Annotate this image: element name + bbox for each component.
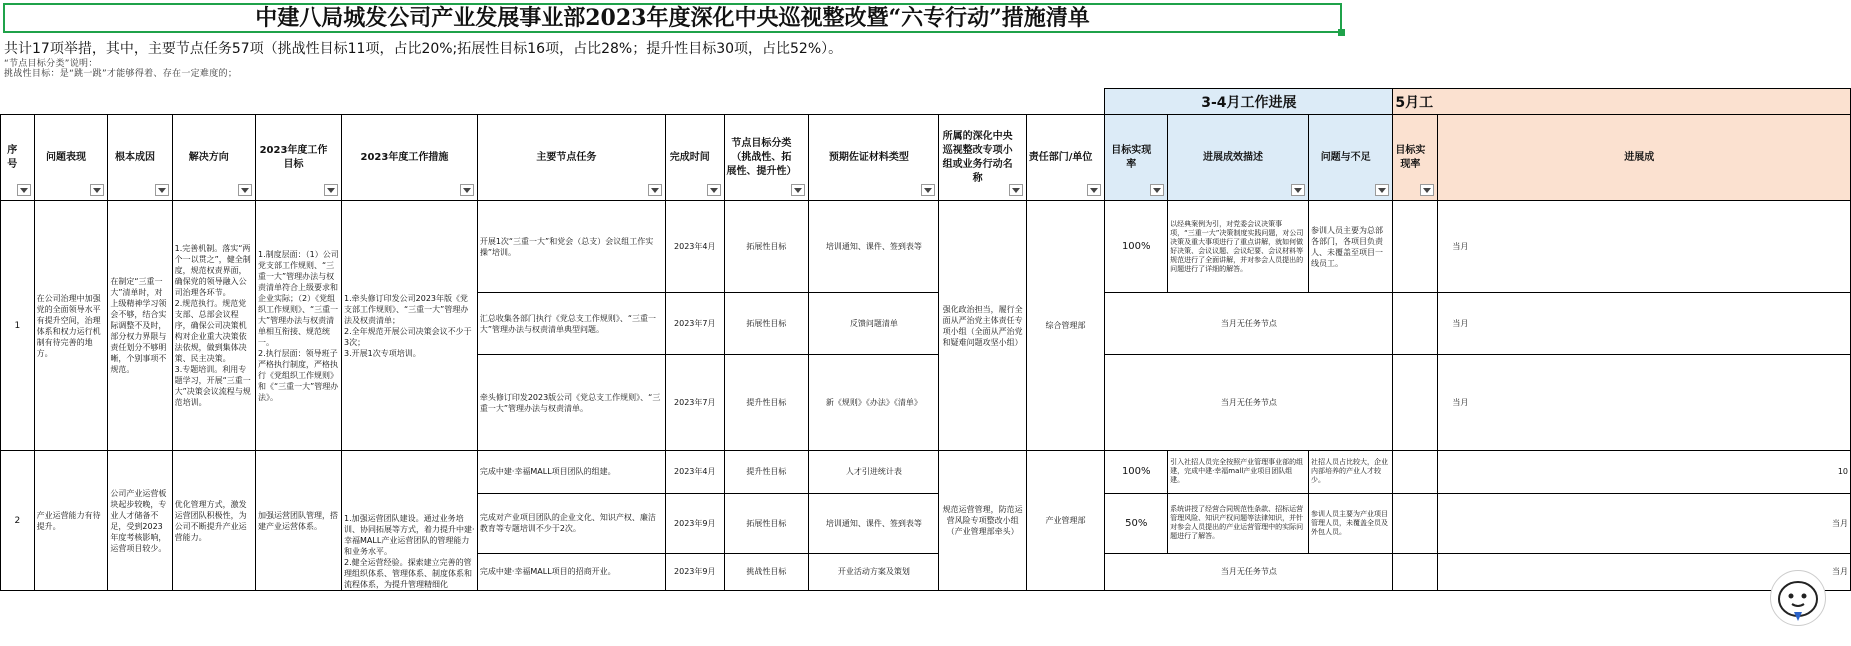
filter-dropdown-icon[interactable] bbox=[155, 184, 169, 196]
cell-desc5[interactable]: 当月 bbox=[1438, 493, 1851, 553]
filter-dropdown-icon[interactable] bbox=[648, 184, 662, 196]
cell-rate[interactable]: 50% bbox=[1105, 493, 1168, 553]
col-seq-label: 序号 bbox=[7, 144, 18, 170]
col-problem bbox=[34, 115, 108, 201]
filter-dropdown-icon[interactable] bbox=[921, 184, 935, 196]
cell-desc5[interactable]: 当月 bbox=[1438, 201, 1851, 293]
cell-time[interactable]: 2023年7月 bbox=[666, 355, 725, 451]
cell-rate5[interactable] bbox=[1393, 293, 1438, 355]
cell-task[interactable]: 牵头修订印发2023版公司《党总支工作规则》、“三重一大”管理办法与权责清单。 bbox=[477, 355, 665, 451]
cell-issue[interactable]: 参训人员主要为产业项目管理人员，未覆盖全员及外包人员。 bbox=[1309, 493, 1393, 553]
cell-task[interactable]: 完成对产业项目团队的企业文化、知识产权、廉洁教育等专题培训不少于2次。 bbox=[477, 493, 665, 553]
col-dept bbox=[1026, 115, 1105, 201]
col-rate-label: 目标实现率 bbox=[1111, 144, 1152, 170]
cell-rate5[interactable] bbox=[1393, 451, 1438, 494]
cell-direction[interactable]: 1.完善机制。落实“两个一以贯之”，健全制度，规范权责界面，确保党的领导融入公司治理各环节。 2.规范执行。规范党支部、总部会议程序，确保公司决策机构对企业重大决策依法依规，做到集体决策、民主决策。 3.专题培训。利用专题学习，开展“三重一大”决策会议流程与规范培训。 bbox=[172, 201, 255, 451]
cell-cause[interactable]: 公司产业运营板块起步较晚，专业人才储备不足，受到2023年度考核影响，运营项目较少。 bbox=[108, 451, 172, 591]
cell-rate5[interactable] bbox=[1393, 201, 1438, 293]
col-desc5-label: 进展成 bbox=[1624, 151, 1655, 163]
col-measures bbox=[342, 115, 478, 201]
col-issue-label: 问题与不足 bbox=[1320, 151, 1371, 163]
filter-dropdown-icon[interactable] bbox=[17, 184, 31, 196]
cell-desc5[interactable]: 当月 bbox=[1438, 553, 1851, 591]
cell-material[interactable]: 培训通知、课件、签到表等 bbox=[809, 201, 939, 293]
filter-dropdown-icon[interactable] bbox=[1009, 184, 1023, 196]
cell-task[interactable]: 汇总收集各部门执行《党总支工作规则》、“三重一大”管理办法与权责清单典型问题。 bbox=[477, 293, 665, 355]
cell-task[interactable]: 开展1次“三重一大”和党会（总支）会议组工作实操”培训。 bbox=[477, 201, 665, 293]
col-category-label: 节点目标分类（挑战性、拓展性、提升性） bbox=[726, 137, 797, 177]
cell-desc5[interactable]: 当月 bbox=[1438, 355, 1851, 451]
summary-text: 共计17项举措，其中，主要节点任务57项（挑战性目标11项，占比20%;拓展性目标16项，占比28%；提升性目标30项，占比52%）。 bbox=[4, 41, 843, 57]
col-cause-label: 根本成因 bbox=[115, 151, 155, 163]
filter-dropdown-icon[interactable] bbox=[707, 184, 721, 196]
cell-rate[interactable]: 100% bbox=[1105, 451, 1168, 494]
filter-dropdown-icon[interactable] bbox=[1375, 184, 1389, 196]
cell-material[interactable]: 人才引进统计表 bbox=[809, 451, 939, 494]
col-measures-label: 2023年度工作措施 bbox=[360, 151, 449, 163]
sheet-title-cell[interactable] bbox=[3, 3, 1342, 33]
cell-desc5[interactable]: 10 bbox=[1438, 451, 1851, 494]
col-seq bbox=[1, 115, 35, 201]
cell-issue[interactable]: 参训人员主要为总部各部门，各项目负责人、未覆盖至项目一线员工。 bbox=[1309, 201, 1393, 293]
note-line-2: 挑战性目标：是“跳一跳”才能够得着、存在一定难度的； bbox=[4, 69, 238, 79]
cell-task[interactable]: 完成中建·幸福MALL项目的招商开业。 bbox=[477, 553, 665, 591]
col-material bbox=[809, 115, 939, 201]
measures-table bbox=[0, 88, 1851, 591]
cell-goal[interactable]: 加强运营团队管理，搭建产业运营体系。 bbox=[255, 451, 341, 591]
cell-desc[interactable]: 系统讲授了经营合同规范性条款、招标运营管理风险、知识产权问题等法律知识，并针对参会人员提出的产业运营管理中的实际问题进行了解答。 bbox=[1168, 493, 1309, 553]
col-issue bbox=[1309, 115, 1393, 201]
cell-time[interactable]: 2023年7月 bbox=[666, 293, 725, 355]
cell-category[interactable]: 拓展性目标 bbox=[724, 201, 809, 293]
cell-issue[interactable]: 社招人员占比较大，企业内部培养的产业人才较少。 bbox=[1309, 451, 1393, 494]
filter-dropdown-icon[interactable] bbox=[1291, 184, 1305, 196]
note-line-1: “节点目标分类”说明： bbox=[4, 59, 98, 69]
cell-category[interactable]: 提升性目标 bbox=[724, 451, 809, 494]
cell-rate[interactable]: 100% bbox=[1105, 201, 1168, 293]
cell-seq[interactable]: 2 bbox=[1, 451, 35, 591]
group-header-apr: 3-4月工作进展 bbox=[1105, 89, 1393, 115]
cell-material[interactable]: 新《规则》《办法》《清单》 bbox=[809, 355, 939, 451]
cell-problem[interactable]: 产业运营能力有待提升。 bbox=[34, 451, 108, 591]
col-rate5-label: 目标实现率 bbox=[1395, 144, 1426, 170]
col-cause bbox=[108, 115, 172, 201]
filter-dropdown-icon[interactable] bbox=[90, 184, 104, 196]
col-material-label: 预期佐证材料类型 bbox=[828, 151, 909, 163]
filter-dropdown-icon[interactable] bbox=[238, 184, 252, 196]
cell-cause[interactable]: 在制定“三重一大”清单时，对上级精神学习领会不够，结合实际调整不及时，部分权力界限与责任划分不够明晰，个别事项不规范。 bbox=[108, 201, 172, 451]
cell-category[interactable]: 挑战性目标 bbox=[724, 553, 809, 591]
col-desc bbox=[1168, 115, 1309, 201]
col-dept-label: 责任部门/单位 bbox=[1028, 151, 1093, 163]
col-problem-label: 问题表现 bbox=[46, 151, 86, 163]
filter-dropdown-icon[interactable] bbox=[1420, 184, 1434, 196]
cell-desc[interactable]: 以经典案例为引，对党委会议决策事项，“三重一大”决策制度实践问题，对公司决策及重大事项进行了重点讲解，就如何做好决策、会议议题、会议纪要、会议材料等规范进行了全面讲解，并对参会人员提出的问题进行了详细的解答。 bbox=[1168, 201, 1309, 293]
cell-dept[interactable]: 产业管理部 bbox=[1026, 451, 1105, 591]
cell-time[interactable]: 2023年4月 bbox=[666, 201, 725, 293]
cell-category[interactable]: 拓展性目标 bbox=[724, 493, 809, 553]
filter-dropdown-icon[interactable] bbox=[1150, 184, 1164, 196]
col-task bbox=[477, 115, 665, 201]
cell-group[interactable]: 强化政治担当，履行全面从严治党主体责任专项小组（全面从严治党和疑难问题攻坚小组） bbox=[939, 201, 1026, 451]
assistant-mascot-icon[interactable] bbox=[1770, 570, 1826, 626]
col-goal bbox=[255, 115, 341, 201]
cell-measures[interactable]: 1.加强运营团队建设。通过业务培训、协同拓展等方式，着力提升中建·幸福MALL产业运营团队的管理能力和业务水平。 2.健全运营经验。探索建立完善的管理组织体系、管理体系、制度体系和流程体系，为提升管理精细化 bbox=[342, 451, 478, 591]
col-group bbox=[939, 115, 1026, 201]
col-desc5 bbox=[1438, 115, 1851, 201]
cell-time[interactable]: 2023年4月 bbox=[666, 451, 725, 494]
col-desc-label: 进展成效描述 bbox=[1203, 151, 1264, 163]
cell-no-task-merged[interactable]: 当月无任务节点 bbox=[1105, 293, 1393, 355]
filter-dropdown-icon[interactable] bbox=[791, 184, 805, 196]
filter-dropdown-icon[interactable] bbox=[1087, 184, 1101, 196]
col-rate5 bbox=[1393, 115, 1438, 201]
sheet-title: 中建八局城发公司产业发展事业部2023年度深化中央巡视整改暨“六专行动”措施清单 bbox=[255, 5, 1090, 31]
filter-dropdown-icon[interactable] bbox=[460, 184, 474, 196]
col-goal-label: 2023年度工作目标 bbox=[259, 144, 328, 170]
filter-dropdown-icon[interactable] bbox=[324, 184, 338, 196]
cell-material[interactable]: 开业活动方案及策划 bbox=[809, 553, 939, 591]
cell-material[interactable]: 培训通知、课件、签到表等 bbox=[809, 493, 939, 553]
cell-desc[interactable]: 引入社招人员完全按照产业管理事业部的组建，完成中建·幸福mall产业项目团队组建。 bbox=[1168, 451, 1309, 494]
fill-handle[interactable] bbox=[1338, 29, 1345, 36]
cell-dept[interactable]: 综合管理部 bbox=[1026, 201, 1105, 451]
col-category bbox=[724, 115, 809, 201]
cell-no-task-merged[interactable]: 当月无任务节点 bbox=[1105, 355, 1393, 451]
cell-measures[interactable]: 1.牵头修订印发公司2023年版《党支部工作规则》、“三重一大”管理办法及权责清单； 2.全年规范开展公司决策会议不少于3次； 3.开展1次专项培训。 bbox=[342, 201, 478, 451]
cell-rate5[interactable] bbox=[1393, 355, 1438, 451]
cell-material[interactable]: 反馈问题清单 bbox=[809, 293, 939, 355]
cell-category[interactable]: 拓展性目标 bbox=[724, 293, 809, 355]
cell-time[interactable]: 2023年9月 bbox=[666, 493, 725, 553]
cell-goal[interactable]: 1.制度层面：（1）公司党支部工作规则、“三重一大”管理办法与权责清单符合上级要求和企业实际；（2）《党组织工作规则》、“三重一大”管理办法与权责清单相互衔接、规范统一。 2.执行层面：领导班子严格执行制度，严格执行《党组织工作规则》和《“三重一大”管理办法》。 bbox=[255, 201, 341, 451]
col-direction-label: 解决方向 bbox=[188, 151, 229, 163]
col-time-label: 完成时间 bbox=[669, 151, 710, 163]
cell-seq[interactable]: 1 bbox=[1, 201, 35, 451]
col-direction bbox=[172, 115, 255, 201]
group-header-may: 5月工 bbox=[1393, 89, 1851, 115]
cell-no-task-merged[interactable]: 当月无任务节点 bbox=[1105, 553, 1393, 591]
cell-task[interactable]: 完成中建·幸福MALL项目团队的组建。 bbox=[477, 451, 665, 494]
col-task-label: 主要节点任务 bbox=[536, 151, 597, 163]
cell-rate5[interactable] bbox=[1393, 493, 1438, 553]
cell-time[interactable]: 2023年9月 bbox=[666, 553, 725, 591]
col-time bbox=[666, 115, 725, 201]
col-group-label: 所属的深化中央巡视整改专项小组或业务行动名称 bbox=[942, 130, 1013, 184]
cell-desc5[interactable]: 当月 bbox=[1438, 293, 1851, 355]
cell-rate5[interactable] bbox=[1393, 553, 1438, 591]
col-rate bbox=[1105, 115, 1168, 201]
cell-group[interactable]: 规范运营管理，防范运营风险专项整改小组（产业管理部牵头） bbox=[939, 451, 1026, 591]
cell-direction[interactable]: 优化管理方式，激发运营团队积极性，为公司不断提升产业运营能力。 bbox=[172, 451, 255, 591]
cell-category[interactable]: 提升性目标 bbox=[724, 355, 809, 451]
cell-problem[interactable]: 在公司治理中加强党的全面领导水平有提升空间，治理体系和权力运行机制有待完善的地方。 bbox=[34, 201, 108, 451]
